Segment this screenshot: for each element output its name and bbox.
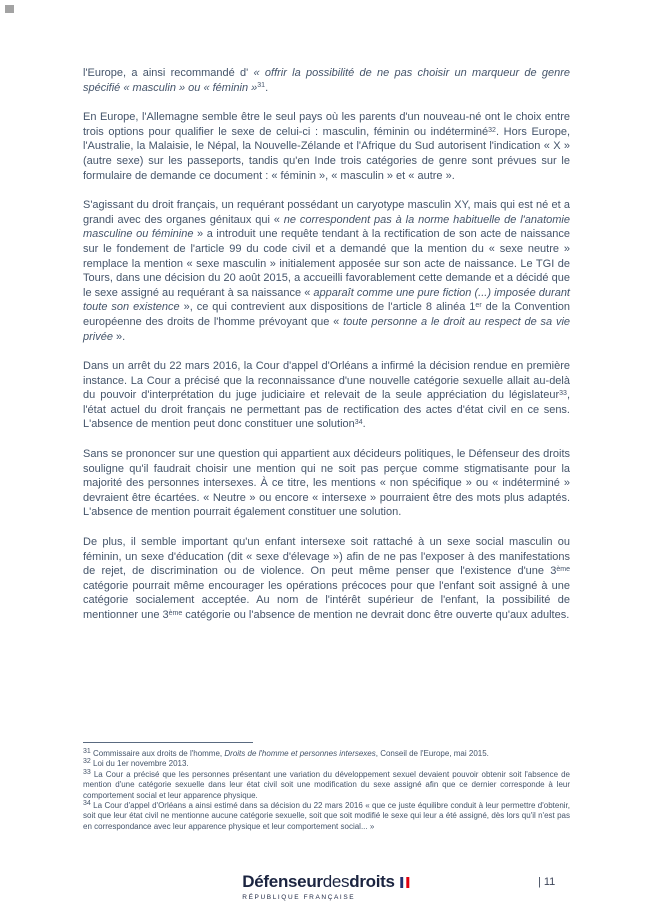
logo-wordmark — [242, 872, 409, 892]
french-flag-icon — [401, 877, 410, 888]
page-number-value: 11 — [543, 876, 556, 888]
footnote-separator — [83, 742, 253, 743]
footnote-33: $^{33}$ La Cour a précisé que les personnes présentant une variation du développement sexuel devaient pouvoir obtenir soit l'absence de mention d'une catégorie sexuelle dans leur état civil soit une modification du sexe assigné afin que ce dernier corresponde à leur comportement social et leur apparence physique. — [83, 768, 570, 800]
footnote-32: $^{32}$ Loi du 1er novembre 2013. — [83, 758, 189, 769]
page-number-separator: | — [538, 876, 541, 888]
footnote-31: $^{31}$ Commissaire aux droits de l'homme, Droits de l'homme et personnes intersexes, Conseil de l'Europe, mai 2015. — [83, 747, 489, 758]
paragraph-3: S'agissant du droit français, un requérant possédant un caryotype masculin XY, mais qui est né et a grandi avec des organes génitaux qui « ne correspondent pas à la norme habituelle de l'anatomie masculine ou féminine » a introduit une requête tendant à la rectification de son acte de naissance sur le fondement de l'article 99 du code civil et a demandé que la mention du « sexe neutre » remplace la mention « sexe masculin » initialement apposée sur son acte de naissance. Le TGI de Tours, dans une décision du 20 août 2015, a accueilli favorablement cette demande et a décidé que le sexe assigné au requérant à sa naissance « apparaît comme une pure fiction (...) imposée durant toute son existence », ce qui contrevient aux dispositions de l'article 8 alinéa 1er de la Convention européenne des droits de l'homme prévoyant que « toute personne a le droit au respect de sa vie privée ». — [83, 199, 571, 343]
defenseur-des-droits-logo — [242, 872, 409, 901]
logo-part-defenseur: Défenseur — [242, 872, 323, 891]
paragraph-4: Dans un arrêt du 22 mars 2016, la Cour d'appel d'Orléans a infirmé la décision rendue en première instance. La Cour a précisé que la reconnaissance d'une nouvelle catégorie sexuelle allait au-delà du pouvoir d'interprétation du juge judiciaire et relevait de la seule appréciation du législateur$^{33}$, l'état actuel du droit français ne permettant pas de rectification des actes d'état civil en ce sens. L'absence de mention peut donc constituer une solution$^{34}$. — [83, 360, 570, 431]
logo-part-des: des — [322, 872, 350, 891]
body-text — [83, 66, 570, 638]
footnote-34: $^{34}$ La Cour d'appel d'Orléans a ainsi estimé dans sa décision du 22 mars 2016 « que ce juste équilibre conduit à leur permettre d'obtenir, soit que leur état civil ne mentionne aucune catégorie sexuelle, soit que soit modifié le sexe qui leur a été assigné, dès lors qu'il n'est pas en correspondance avec leur apparence physique et leur comportement social... » — [83, 799, 570, 831]
logo-part-droits: droits — [349, 872, 395, 891]
paragraph-6: De plus, il semble important qu'un enfant intersexe soit rattaché à un sexe social masculin ou féminin, un sexe d'éducation (dit « sexe d'élevage ») afin de ne pas l'exposer à des manifestations de rejet, de discrimination ou de violence. On peut même penser que l'existence d'une 3ème catégorie pourrait même encourager les opérations précoces pour que l'enfant soit assigné à une catégorie socialement acceptée. Au nom de l'intérêt supérieur de l'enfant, la possibilité de mentionner une 3ème catégorie ou l'absence de mention ne devrait donc être ouverte qu'aux adultes. — [83, 536, 570, 621]
page-number — [538, 876, 555, 888]
footnotes-section — [83, 742, 570, 832]
paragraph-5: Sans se prononcer sur une question qui appartient aux décideurs politiques, le Défenseur des droits souligne qu'il faudrait choisir une mention qui ne soit pas perçue comme stigmatisante pour la majorité des personnes intersexes. À ce titre, les mentions « non spécifique » ou « indéterminé » devraient être écartées. « Neutre » ou encore « intersexe » pourraient être des mots plus adaptés. L'absence de mention pourrait également constituer une solution. — [83, 448, 570, 519]
corner-mark — [5, 5, 14, 13]
republique-francaise-label: RÉPUBLIQUE FRANÇAISE — [242, 894, 356, 901]
paragraph-1: l'Europe, a ainsi recommandé d' « offrir la possibilité de ne pas choisir un marqueur de genre spécifié « masculin » ou « féminin »$^{31}$. — [83, 67, 570, 94]
paragraph-2: En Europe, l'Allemagne semble être le seul pays où les parents d'un nouveau-né ont le choix entre trois options pour qualifier le sexe de celui-ci : masculin, féminin ou indéterminé$^{32}$. Hors Europe, l'Australie, la Malaisie, le Népal, la Nouvelle-Zélande et l'Afrique du Sud autorisent l'indication « X » (autre sexe) sur les passeports, tandis qu'en Inde trois catégories de genre sont prévues sur le formulaire de demande ce document : « féminin », « masculin » et « autre ». — [83, 111, 570, 182]
